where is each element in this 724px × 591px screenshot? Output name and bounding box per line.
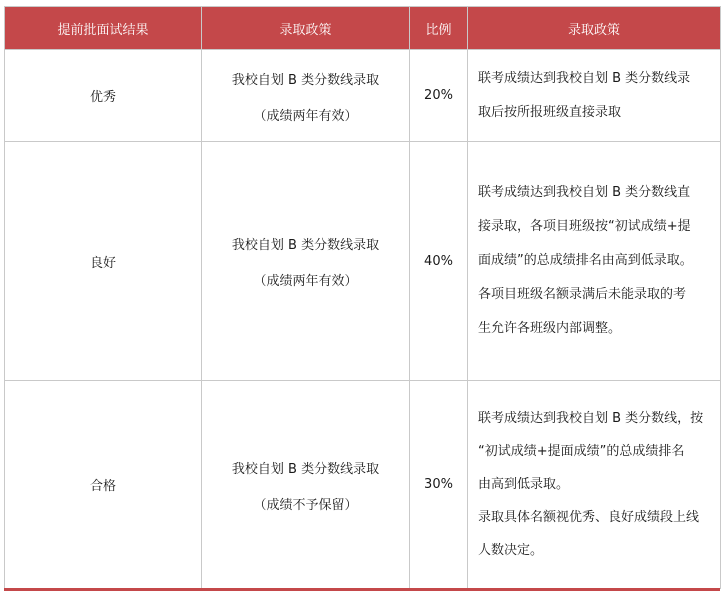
- result-cell: 优秀: [5, 50, 202, 142]
- table-header-row: [5, 7, 721, 50]
- detail-line: 生允许各班级内部调整。: [478, 321, 622, 336]
- header-admission-policy-detail: 录取政策: [468, 7, 721, 50]
- detail-line: 取后按所报班级直接录取: [478, 104, 622, 120]
- detail-cell: [468, 381, 721, 589]
- policy-cell: [202, 381, 410, 589]
- table-row: [5, 142, 721, 381]
- policy-line: 我校自划 B 类分数线录取: [231, 461, 380, 477]
- table-row: [5, 50, 721, 142]
- detail-line: 人数决定。: [478, 543, 544, 558]
- policy-line: 我校自划 B 类分数线录取: [231, 72, 380, 88]
- policy-validity: （成绩两年有效）: [253, 274, 358, 289]
- header-interview-result: 提前批面试结果: [5, 7, 202, 50]
- detail-cell: [468, 142, 721, 381]
- detail-line: 接录取，各项目班级按“初试成绩+提: [478, 219, 691, 234]
- admission-policy-table: [4, 6, 721, 589]
- table-row: [5, 381, 721, 589]
- detail-line: 面成绩”的总成绩排名由高到低录取。: [478, 253, 693, 268]
- policy-cell: [202, 142, 410, 381]
- detail-line: 联考成绩达到我校自划 B 类分数线，按: [478, 411, 704, 426]
- policy-validity: （成绩两年有效）: [253, 108, 358, 124]
- ratio-cell: 30%: [410, 381, 468, 589]
- policy-line: 我校自划 B 类分数线录取: [231, 238, 380, 253]
- detail-cell: [468, 50, 721, 142]
- result-cell: 合格: [5, 381, 202, 589]
- header-ratio: 比例: [410, 7, 468, 50]
- detail-line: 由高到低录取。: [478, 477, 570, 492]
- detail-line: 联考成绩达到我校自划 B 类分数线录: [478, 70, 691, 86]
- detail-line: “初试成绩+提面成绩”的总成绩排名: [478, 444, 685, 459]
- ratio-cell: 40%: [410, 142, 468, 381]
- detail-line: 录取具体名额视优秀、良好成绩段上线: [478, 510, 700, 525]
- result-cell: 良好: [5, 142, 202, 381]
- detail-line: 各项目班级名额录满后未能录取的考: [478, 287, 687, 302]
- policy-validity: （成绩不予保留）: [253, 497, 358, 513]
- ratio-cell: 20%: [410, 50, 468, 142]
- policy-cell: [202, 50, 410, 142]
- detail-line: 联考成绩达到我校自划 B 类分数线直: [478, 185, 691, 200]
- header-admission-policy: 录取政策: [202, 7, 410, 50]
